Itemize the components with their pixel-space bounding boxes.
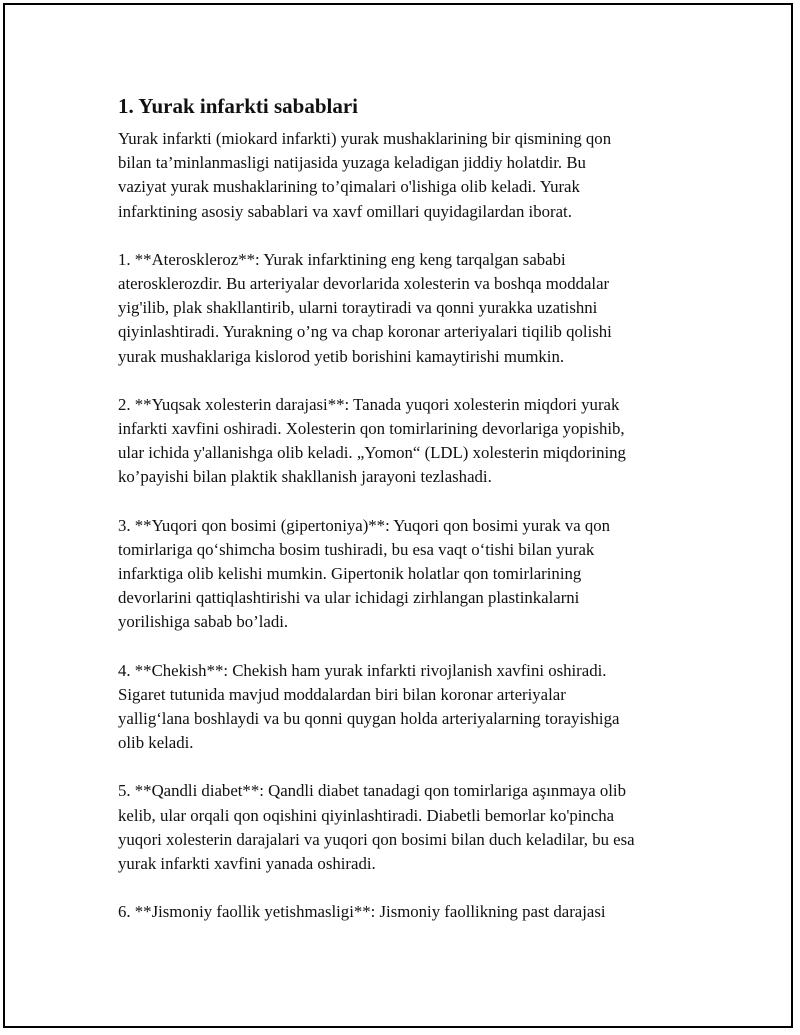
item-physical-inactivity	[118, 900, 698, 924]
text-line: bilan ta’minlanmasligi natijasida yuzaga keladigan jiddiy holatdir. Bu	[118, 153, 586, 173]
item-hypertension	[118, 514, 698, 635]
text-line: tomirlariga qo‘shimcha bosim tushiradi, bu esa vaqt o‘tishi bilan yurak	[118, 539, 595, 559]
text-line: qiyinlashtiradi. Yurakning o’ng va chap koronar arteriyalari tiqilib qolishi	[118, 322, 612, 342]
text-line: 5. **Qandli diabet**: Qandli diabet tanadagi qon tomirlariga aşınmaya olib	[118, 781, 626, 801]
text-line: olib keladi.	[118, 733, 194, 753]
text-line: yurak mushaklariga kislorod yetib borishini kamaytirishi mumkin.	[118, 346, 565, 366]
text-line: kelib, ular orqali qon oqishini qiyinlashtiradi. Diabetli bemorlar ko'pincha	[118, 805, 615, 825]
text-line: devorlarini qattiqlashtirishi va ular ichidagi zirhlangan plastinkalarni	[118, 588, 580, 608]
text-line: yorilishiga sabab bo’ladi.	[118, 612, 289, 632]
intro-paragraph	[118, 127, 698, 224]
text-line: 1. **Ateroskleroz**: Yurak infarktining eng keng tarqalgan sababi	[118, 249, 566, 269]
text-line: Yurak infarkti (miokard infarkti) yurak mushaklarining bir qismining qon	[118, 129, 612, 148]
item-diabetes	[118, 779, 698, 876]
text-line: 6. **Jismoniy faollik yetishmasligi**: Jismoniy faollikning past darajasi	[118, 902, 606, 922]
item-smoking	[118, 659, 698, 756]
text-line: vaziyat yurak mushaklarining to’qimalari o'lishiga olib keladi. Yurak	[118, 177, 580, 197]
text-line: 3. **Yuqori qon bosimi (gipertoniya)**: Yuqori qon bosimi yurak va qon	[118, 515, 611, 535]
item-cholesterol	[118, 393, 698, 490]
text-line: yuqori xolesterin darajalari va yuqori qon bosimi bilan duch keladilar, bu esa	[118, 829, 635, 849]
item-atherosclerosis	[118, 248, 698, 369]
text-line: infarktiga olib kelishi mumkin. Gipertonik holatlar qon tomirlarining	[118, 564, 582, 584]
text-line: 2. **Yuqsak xolesterin darajasi**: Tanada yuqori xolesterin miqdori yurak	[118, 394, 620, 414]
text-line: yig'ilib, plak shakllantirib, ularni toraytiradi va qonni yurakka uzatishni	[118, 298, 598, 318]
text-line: infarkti xavfini oshiradi. Xolesterin qon tomirlarining devorlariga yopishib,	[118, 419, 625, 439]
text-line: infarktining asosiy sabablari va xavf omillari quyidagilardan iborat.	[118, 201, 572, 221]
text-line: ular ichida y'allanishga olib keladi. „Yomon“ (LDL) xolesterin miqdorining	[118, 443, 626, 463]
text-line: 4. **Chekish**: Chekish ham yurak infarkti rivojlanish xavfini oshiradi.	[118, 660, 607, 680]
text-line: yallig‘lana boshlaydi va bu qonni quygan holda arteriyalarning torayishiga	[118, 709, 620, 729]
document-body	[118, 92, 698, 948]
text-line: ko’payishi bilan plaktik shakllanish jarayoni tezlashadi.	[118, 467, 492, 487]
text-line: aterosklerozdir. Bu arteriyalar devorlarida xolesterin va boshqa moddalar	[118, 274, 610, 294]
section-heading: 1. Yurak infarkti sabablari	[118, 94, 358, 118]
text-line: yurak infarkti xavfini yanada oshiradi.	[118, 854, 376, 874]
text-line: Sigaret tutunida mavjud moddalardan biri bilan koronar arteriyalar	[118, 684, 566, 704]
